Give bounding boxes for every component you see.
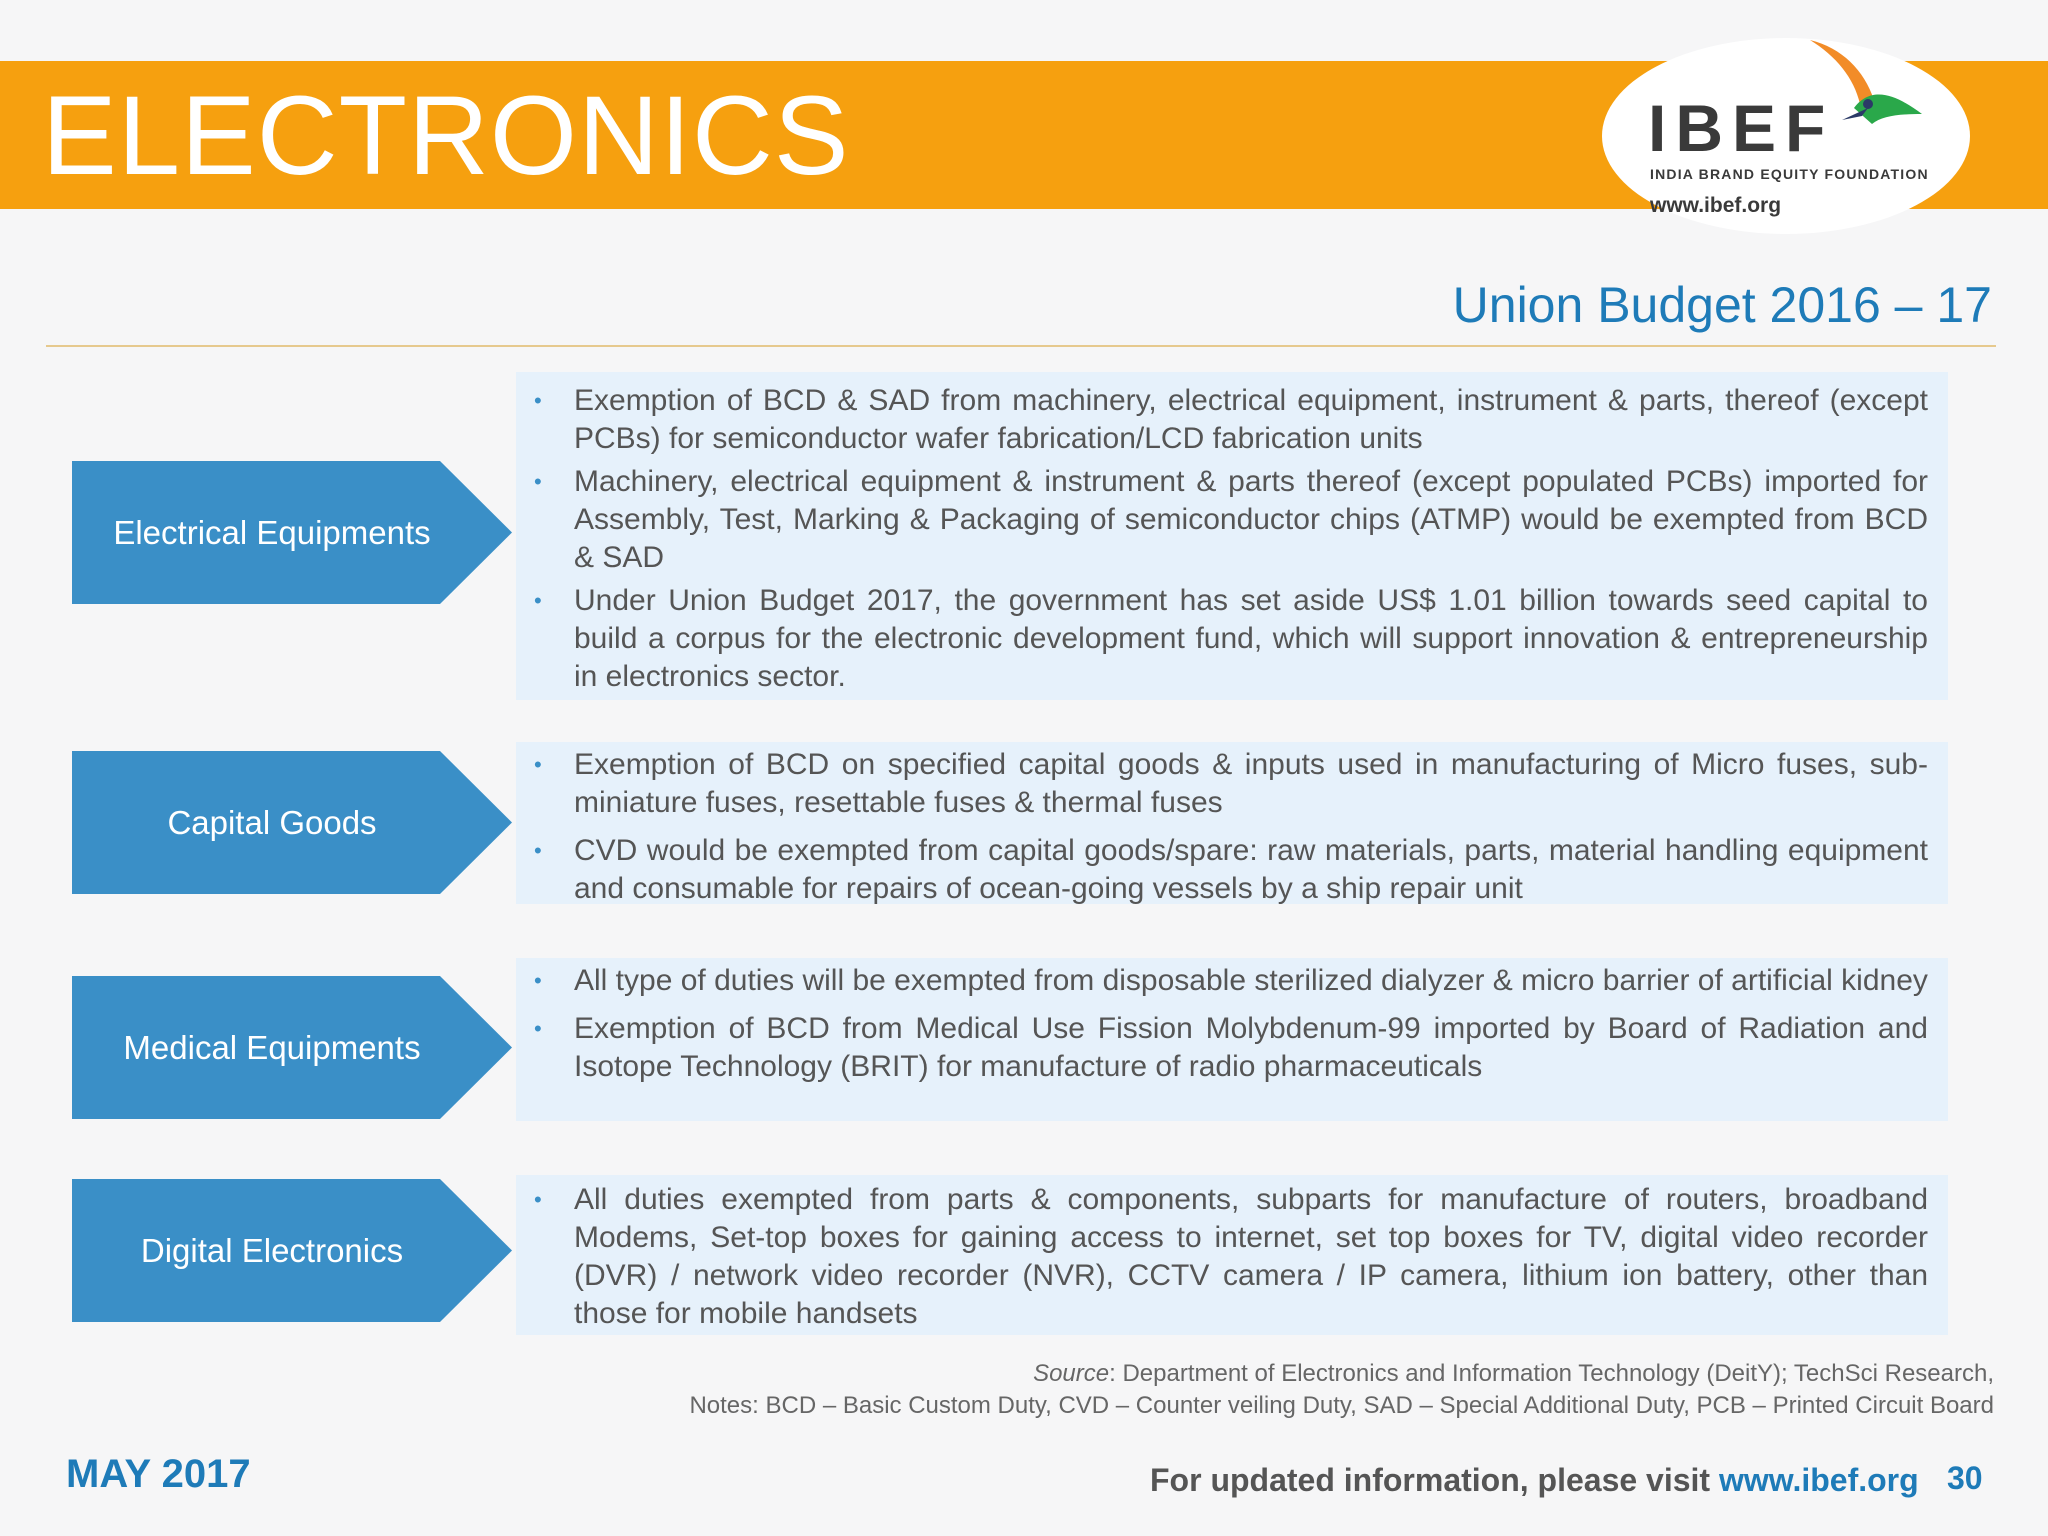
bullet-panel-capital-goods	[516, 742, 1948, 904]
bullet-icon: •	[534, 1016, 542, 1041]
source-label: Source	[1033, 1360, 1110, 1387]
section-title: Union Budget 2016 – 17	[1452, 277, 1992, 333]
bullet-icon: •	[534, 388, 542, 413]
list-item: • All type of duties will be exempted from disposable sterilized dialyzer & micro barrier of artificial kidney	[516, 962, 1948, 1000]
bullet-icon: •	[534, 838, 542, 863]
list-item: • All duties exempted from parts & components, subparts for manufacture of routers, broadband Modems, Set-top boxes for gaining access to internet, set top boxes for TV, digital video recorder (DVR) / network video recorder (NVR), CCTV camera / IP camera, lithium ion battery, other than those for mobile handsets	[534, 1183, 1928, 1330]
category-tag-electrical-equipments	[72, 461, 512, 604]
category-label: Electrical Equipments	[113, 513, 431, 551]
category-label: Digital Electronics	[140, 1231, 404, 1269]
logo-name: IBEF	[1648, 91, 1835, 165]
category-tag-capital-goods	[72, 751, 512, 894]
bullet-icon: •	[534, 469, 542, 494]
notes-line: Notes: BCD – Basic Custom Duty, CVD – Counter veiling Duty, SAD – Special Additional Duty, PCB – Printed Circuit Board	[689, 1392, 1994, 1419]
bullet-panel-electrical-equipments	[516, 372, 1948, 700]
category-tag-medical-equipments	[72, 976, 512, 1119]
bullet-panel-digital-electronics	[516, 1175, 1948, 1335]
bullet-panel-medical-equipments	[516, 958, 1948, 1121]
footer-visit-link[interactable]: www.ibef.org	[1718, 1462, 1919, 1498]
category-label: Medical Equipments	[123, 1028, 421, 1066]
source-line	[689, 1358, 1994, 1390]
page-title: ELECTRONICS	[42, 73, 850, 198]
source-note	[689, 1358, 1994, 1422]
category-tag-digital-electronics	[72, 1179, 512, 1322]
logo-tagline: INDIA BRAND EQUITY FOUNDATION	[1650, 166, 1929, 182]
footer-date: MAY 2017	[66, 1452, 251, 1496]
source-text: : Department of Electronics and Information Technology (DeitY); TechSci Research,	[1109, 1360, 1994, 1387]
list-item: • Exemption of BCD on specified capital goods & inputs used in manufacturing of Micro fuses, sub-miniature fuses, resettable fuses & thermal fuses	[534, 748, 1928, 819]
list-item: • Exemption of BCD from Medical Use Fission Molybdenum-99 imported by Board of Radiation and Isotope Technology (BRIT) for manufacture of radio pharmaceuticals	[534, 1012, 1928, 1083]
list-item: • CVD would be exempted from capital goods/spare: raw materials, parts, material handling equipment and consumable for repairs of ocean-going vessels by a ship repair unit	[534, 834, 1928, 905]
bullet-icon: •	[534, 968, 542, 993]
footer-visit	[1150, 1462, 1919, 1499]
list-item: • Exemption of BCD & SAD from machinery, electrical equipment, instrument & parts, thereof (except PCBs) for semiconductor wafer fabrication/LCD fabrication units	[534, 384, 1928, 455]
bullet-icon: •	[534, 588, 542, 613]
divider	[46, 345, 1996, 347]
bullet-icon: •	[534, 1187, 542, 1212]
list-item: • Under Union Budget 2017, the government has set aside US$ 1.01 billion towards seed capital to build a corpus for the electronic development fund, which will support innovation & entrepreneurship in electronics sector.	[534, 584, 1928, 693]
page-number: 30	[1947, 1460, 1983, 1496]
category-label: Capital Goods	[167, 803, 377, 841]
ibef-logo	[1602, 38, 1970, 234]
list-item: • Machinery, electrical equipment & instrument & parts thereof (except populated PCBs) imported for Assembly, Test, Marking & Packaging of semiconductor chips (ATMP) would be exempted from BCD & SAD	[534, 465, 1928, 574]
footer-visit-text: For updated information, please visit	[1150, 1462, 1719, 1498]
bullet-icon: •	[534, 752, 542, 777]
logo-url: www.ibef.org	[1650, 194, 1782, 217]
